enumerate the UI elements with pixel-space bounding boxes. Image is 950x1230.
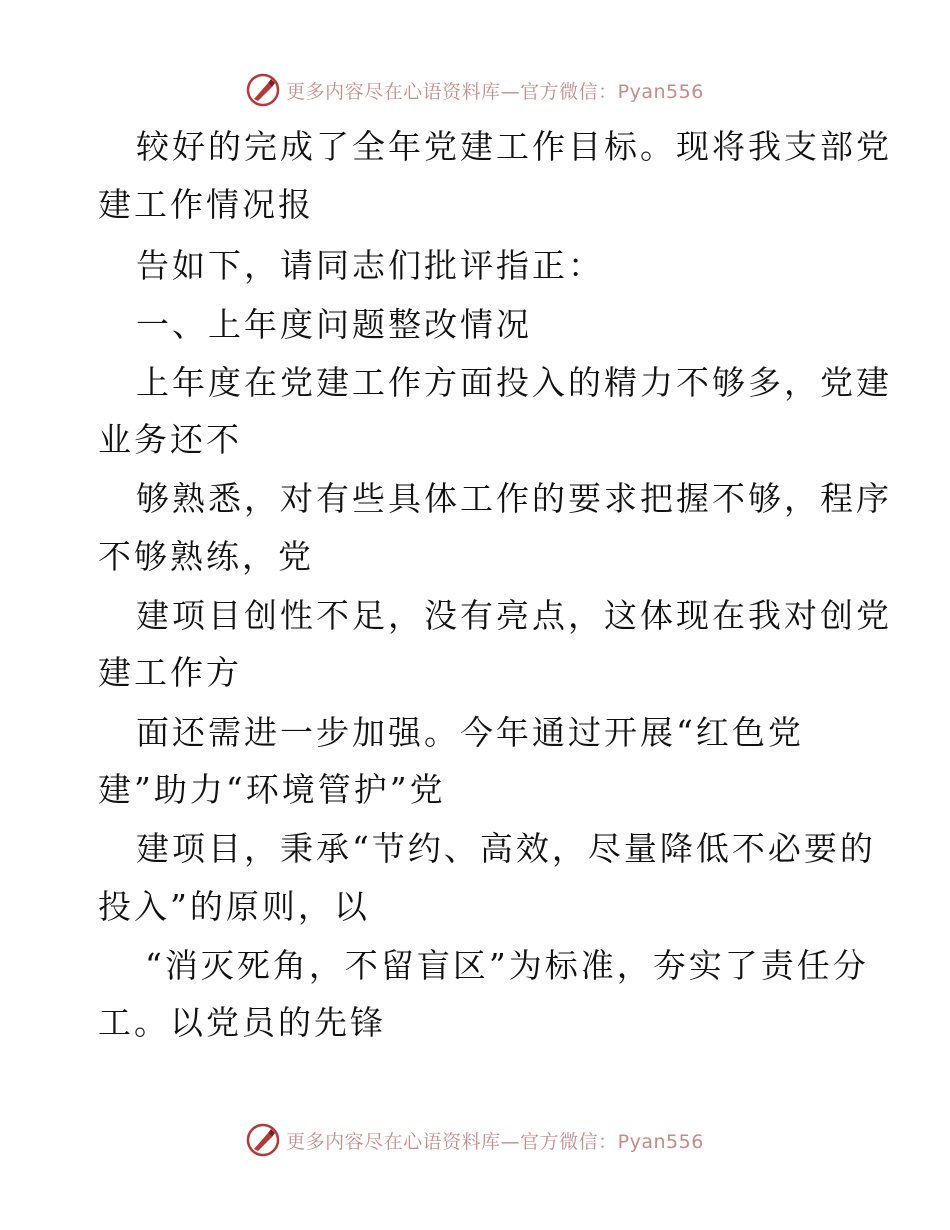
watermark-text: 更多内容尽在心语资料库—官方微信：Pyan556 — [286, 1130, 704, 1153]
text-line: 建工作情况报 — [98, 185, 314, 224]
text-line: 工。以党员的先锋 — [98, 1003, 386, 1042]
section-heading: 一、上年度问题整改情况 — [136, 305, 532, 344]
text-line: 建项目创性不足，没有亮点，这体现在我对创党 — [136, 596, 892, 635]
text-line: 不够熟练，党 — [98, 537, 314, 576]
text-line: 面还需进一步加强。今年通过开展“红色党 — [136, 713, 804, 752]
text-line: 建工作方 — [98, 653, 242, 692]
text-line: 业务还不 — [98, 420, 242, 459]
text-line: 较好的完成了全年党建工作目标。现将我支部党 — [136, 127, 892, 166]
text-line: 建项目，秉承“节约、高效，尽量降低不必要的 — [136, 829, 876, 868]
watermark-text: 更多内容尽在心语资料库—官方微信：Pyan556 — [286, 80, 704, 103]
pen-logo-icon — [246, 1123, 280, 1157]
watermark-header — [0, 70, 950, 110]
text-line: 上年度在党建工作方面投入的精力不够多，党建 — [136, 363, 892, 402]
watermark-footer — [0, 1120, 950, 1160]
text-line: 够熟悉，对有些具体工作的要求把握不够，程序 — [136, 479, 892, 518]
pen-logo-icon — [246, 73, 280, 107]
text-line: “消灭死角，不留盲区”为标准，夯实了责任分 — [145, 946, 869, 985]
text-line: 告如下，请同志们批评指正： — [136, 246, 604, 285]
text-line: 投入”的原则，以 — [98, 887, 370, 926]
text-line: 建”助力“环境管护”党 — [98, 770, 446, 809]
